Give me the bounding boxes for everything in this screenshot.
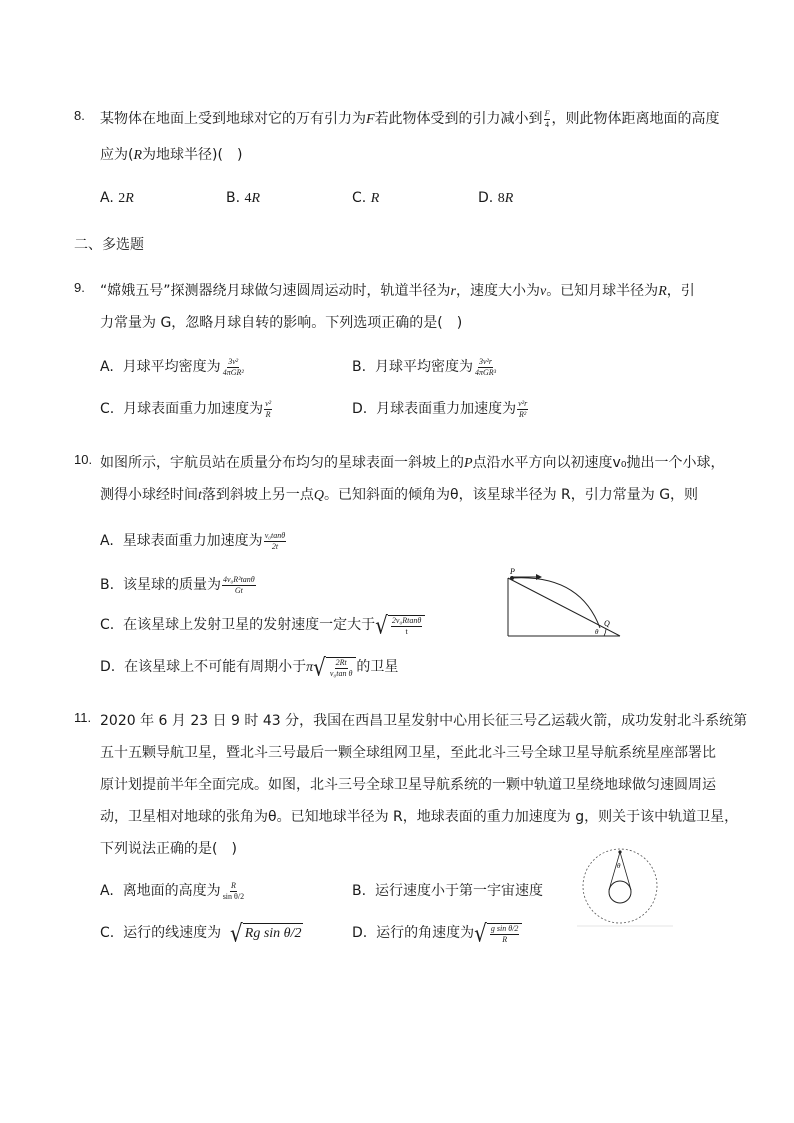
fraction: $\frac{\text{v²}}{R}$ — [265, 398, 272, 419]
sqrt-expression: √ Rg sin θ/2 — [230, 918, 302, 948]
question-9-line-1: “嫦娥五号”探测器绕月球做匀速圆周运动时，轨道半径为r，速度大小为v。已知月球半径为R，引 — [100, 283, 695, 299]
label-theta: θ — [595, 628, 599, 636]
option-d[interactable]: D. 在该星球上不可能有周期小于π √ $\frac{2Rt}{\text{v₀tan θ}}$ 的卫星 — [100, 652, 399, 681]
tangent-line-left — [609, 852, 620, 890]
section-title: 二、多选题 — [74, 237, 144, 253]
option-a[interactable]: A. 2R — [100, 190, 134, 206]
label-Q: Q — [604, 619, 610, 628]
label-P: P — [510, 568, 515, 576]
text: 若此物体受到的引力减小到 — [374, 111, 543, 127]
fraction: $\frac{\text{v₀tanθ}}{2t}$ — [264, 530, 286, 551]
orbit-dashed-circle — [583, 849, 657, 923]
fraction: $\frac{\text{3v²r}}{\text{4πGR³}}$ — [474, 356, 497, 377]
option-c[interactable]: C. 月球表面重力加速度为 $\frac{\text{v²}}{R}$ — [100, 398, 272, 419]
text: 某物体在地面上受到地球对它的万有引力为 — [100, 111, 366, 127]
question-11-line-4: 动，卫星相对地球的张角为θ。已知地球半径为 R，地球表面的重力加速度为 g，则关于该中轨道卫星， — [100, 809, 739, 825]
question-8-line-1 — [100, 108, 719, 129]
question-9-line-2: 力常量为 G，忽略月球自转的影响。下列选项正确的是( ) — [100, 315, 463, 331]
option-c[interactable]: C. R — [352, 190, 380, 206]
question-number: 8. — [74, 108, 85, 123]
option-b[interactable]: B. 月球平均密度为 $\frac{\text{3v²r}}{\text{4πGR³}}$ — [352, 356, 497, 377]
option-d[interactable]: D. 8R — [478, 190, 514, 206]
fraction-F-over-4: $\frac{F}{4}$ — [544, 108, 550, 129]
question-11-line-3: 原计划提前半年全面完成。如图，北斗三号全球卫星导航系统的一颗中轨道卫星绕地球做匀速圆周运 — [100, 777, 716, 793]
option-d[interactable]: D. 运行的角速度为 √ $\frac{\text{g sin θ/2}}{R}$ — [352, 922, 522, 944]
option-a[interactable]: A. 月球平均密度为 $\frac{\text{3v²}}{\text{4πGR²}}$ — [100, 356, 244, 377]
orbit-figure — [575, 846, 675, 930]
earth-circle — [609, 881, 631, 903]
fraction: $\frac{\text{4v₀R²tanθ}}{Gt}$ — [222, 574, 255, 595]
option-b[interactable]: B. 运行速度小于第一宇宙速度 — [352, 883, 543, 899]
var-F: F — [366, 112, 375, 127]
option-a[interactable]: A. 离地面的高度为 $\frac{R}{\text{sin θ/2}}$ — [100, 880, 245, 901]
sqrt-expression: √ $\frac{2Rt}{\text{v₀tan θ}}$ — [313, 657, 356, 678]
slope-projectile-figure — [500, 568, 630, 642]
question-number: 9. — [74, 280, 85, 295]
sqrt-expression: √ $\frac{\text{2v₀Rtanθ}}{t}$ — [375, 615, 425, 636]
question-10-line-1: 如图所示，宇航员站在质量分布均匀的星球表面一斜坡上的P点沿水平方向以初速度v₀抛出一个小球， — [100, 455, 725, 471]
option-d[interactable]: D. 月球表面重力加速度为 $\frac{\text{v²r}}{\text{R²}}$ — [352, 398, 528, 419]
angle-arc — [604, 629, 606, 636]
text: ，则此物体距离地面的高度 — [551, 111, 720, 127]
ball-icon — [510, 576, 514, 580]
sqrt-expression: √ $\frac{\text{g sin θ/2}}{R}$ — [474, 923, 522, 944]
satellite-icon — [618, 850, 621, 853]
question-number: 11. — [74, 710, 92, 725]
option-b[interactable]: B. 4R — [226, 190, 261, 206]
question-11-line-2: 五十五颗导航卫星，暨北斗三号最后一颗全球组网卫星，至此北斗三号全球卫星导航系统星座部署比 — [100, 745, 716, 761]
fraction: $\frac{R}{\text{sin θ/2}}$ — [222, 880, 245, 901]
question-11-line-5: 下列说法正确的是( ) — [100, 841, 237, 857]
option-c[interactable]: C. 运行的线速度为 √ Rg sin θ/2 — [100, 918, 302, 948]
question-10-line-2: 测得小球经时间t落到斜坡上另一点Q。已知斜面的倾角为θ，该星球半径为 R，引力常量为 G，则 — [100, 487, 699, 503]
fraction: $\frac{\text{3v²}}{\text{4πGR²}}$ — [222, 356, 244, 377]
option-a[interactable]: A. 星球表面重力加速度为 $\frac{\text{v₀tanθ}}{2t}$ — [100, 530, 286, 551]
tangent-line-right — [620, 852, 631, 890]
question-8-line-2: 应为(R为地球半径)( ) — [100, 147, 243, 163]
label-theta: θ — [617, 862, 621, 870]
option-c[interactable]: C. 在该星球上发射卫星的发射速度一定大于 √ $\frac{\text{2v₀Rtanθ}}{t}$ — [100, 614, 425, 636]
fraction: $\frac{\text{v²r}}{\text{R²}}$ — [518, 398, 528, 419]
question-11-line-1: 2020 年 6 月 23 日 9 时 43 分，我国在西昌卫星发射中心用长征三号乙运载火箭，成功发射北斗系统第 — [100, 713, 748, 729]
option-b[interactable]: B. 该星球的质量为 $\frac{\text{4v₀R²tanθ}}{Gt}$ — [100, 574, 255, 595]
question-number: 10. — [74, 452, 93, 467]
